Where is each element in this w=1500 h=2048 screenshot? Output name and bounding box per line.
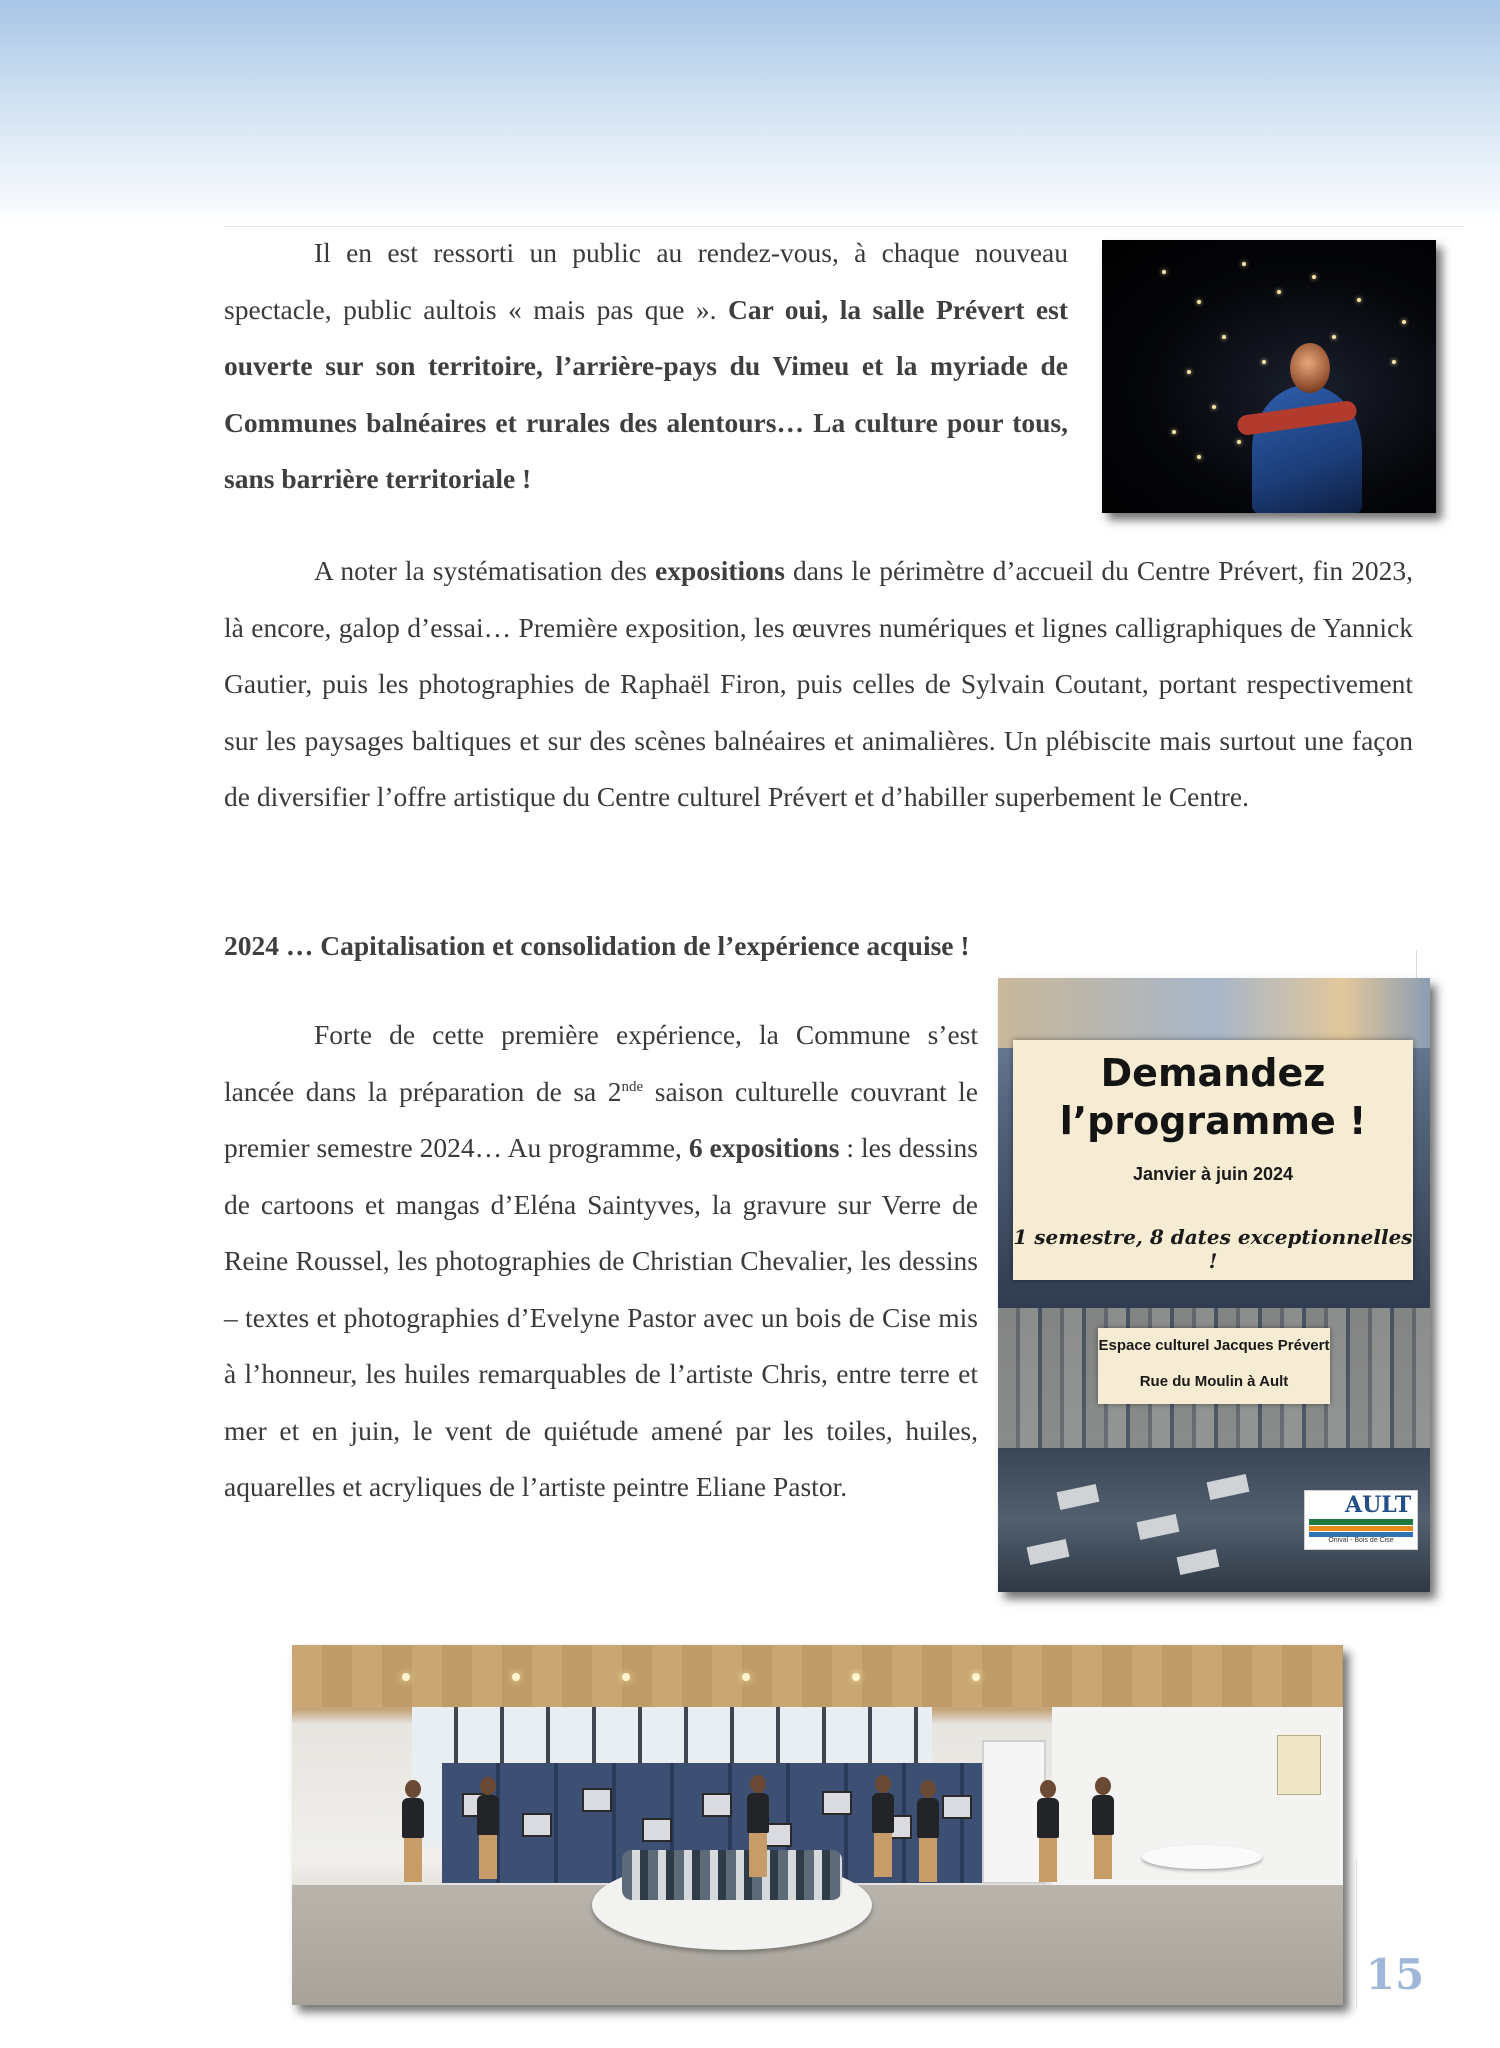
visitor-figure	[402, 1780, 424, 1882]
poster-sky	[998, 978, 1430, 1048]
expo-wall-poster	[1277, 1735, 1321, 1795]
paragraph-text: dans le périmètre d’accueil du Centre Prévert, fin 2023, là encore, galop d’essai… Première exposition, les œuvres numériques et lignes calligraphiques de Yannick Gautier, puis les photographies de Raphaël Firon, puis celles de Sylvain Coutant, portant respectivement sur les paysages baltiques et sur des scènes balnéaires et animalières. Un plébiscite mais surtout une façon de diversifier l’offre artistique du Centre culturel Prévert et d’habiller superbement le Centre.	[224, 555, 1413, 812]
expo-ceiling	[292, 1645, 1343, 1707]
paragraph-text: saison culturelle couvrant le premier semestre 2024… Au programme,	[224, 1075, 978, 1163]
visitor-figure	[1092, 1777, 1114, 1879]
paragraph-text: : les dessins de cartoons et mangas d’Eléna Saintyves, la gravure sur Verre de Reine Roussel, les photographies de Christian Chevalier, les dessins – textes et photographies d’Evelyne Pastor avec un bois de Cise mis à l’honneur, les huiles remarquables de l’artiste Chris, entre terre et mer et en juin, le vent de quiétude amené par les toiles, huiles, aquarelles et acryliques de l’artiste peintre Eliane Pastor.	[224, 1132, 978, 1502]
visitor-figure	[1037, 1780, 1059, 1882]
section-heading: 2024 … Capitalisation et consolidation de l’expérience acquise !	[224, 930, 970, 961]
programme-poster	[998, 978, 1430, 1592]
paragraph-text: Forte de cette première expérience, la Commune s’est lancée dans la préparation de sa 2	[224, 1019, 978, 1107]
paragraph-expositions	[224, 543, 1413, 826]
paragraph-text: A noter la systématisation des	[314, 555, 656, 586]
ault-logo-subtitle: Onival - Bois de Cise	[1328, 1537, 1394, 1544]
paragraph-bold-text: expositions	[655, 555, 785, 586]
header-gradient-band	[0, 0, 1500, 228]
poster-dates: Janvier à juin 2024	[1132, 1164, 1294, 1184]
paragraph-bold-text: 6 expositions	[688, 1132, 840, 1163]
poster-title-box	[1013, 1040, 1413, 1280]
page-number: 15	[1365, 1950, 1425, 1999]
poster-venue-box	[1098, 1328, 1330, 1404]
page-number-divider	[1356, 1858, 1357, 2008]
expo-book-display	[622, 1850, 842, 1900]
paragraph-bold-text: Car oui, la salle Prévert est ouverte sur son territoire, l’arrière-pays du Vimeu et la myriade de Communes balnéaires et rurales des alentours… La culture pour tous, sans barrière territoriale !	[224, 293, 1068, 494]
visitor-figure	[477, 1777, 499, 1879]
paragraph-text: Il en est ressorti un public au rendez-vous, à chaque nouveau spectacle, public aultois « mais pas que ».	[224, 237, 1068, 325]
poster-title-line2: l’programme !	[1059, 1099, 1367, 1143]
poster-title-line1: Demandez	[1100, 1051, 1326, 1095]
exhibition-panorama-photo	[292, 1645, 1343, 2005]
paragraph-season-2024	[224, 1007, 978, 1516]
paragraph-public-territory	[224, 225, 1068, 508]
magician-figure-head	[1290, 343, 1330, 393]
ault-logo-name: AULT	[1345, 1492, 1412, 1518]
magician-photo	[1102, 240, 1436, 513]
visitor-figure	[917, 1780, 939, 1882]
poster-tagline: 1 semestre, 8 dates exceptionnelles !	[1013, 1225, 1413, 1273]
poster-venue-line1: Espace culturel Jacques Prévert	[1098, 1337, 1330, 1354]
visitor-figure	[872, 1775, 894, 1877]
superscript: nde	[621, 1078, 644, 1095]
visitor-figure	[747, 1775, 769, 1877]
ault-logo	[1304, 1490, 1418, 1550]
poster-venue-line2: Rue du Moulin à Ault	[1139, 1373, 1289, 1390]
expo-round-table	[1142, 1845, 1262, 1869]
